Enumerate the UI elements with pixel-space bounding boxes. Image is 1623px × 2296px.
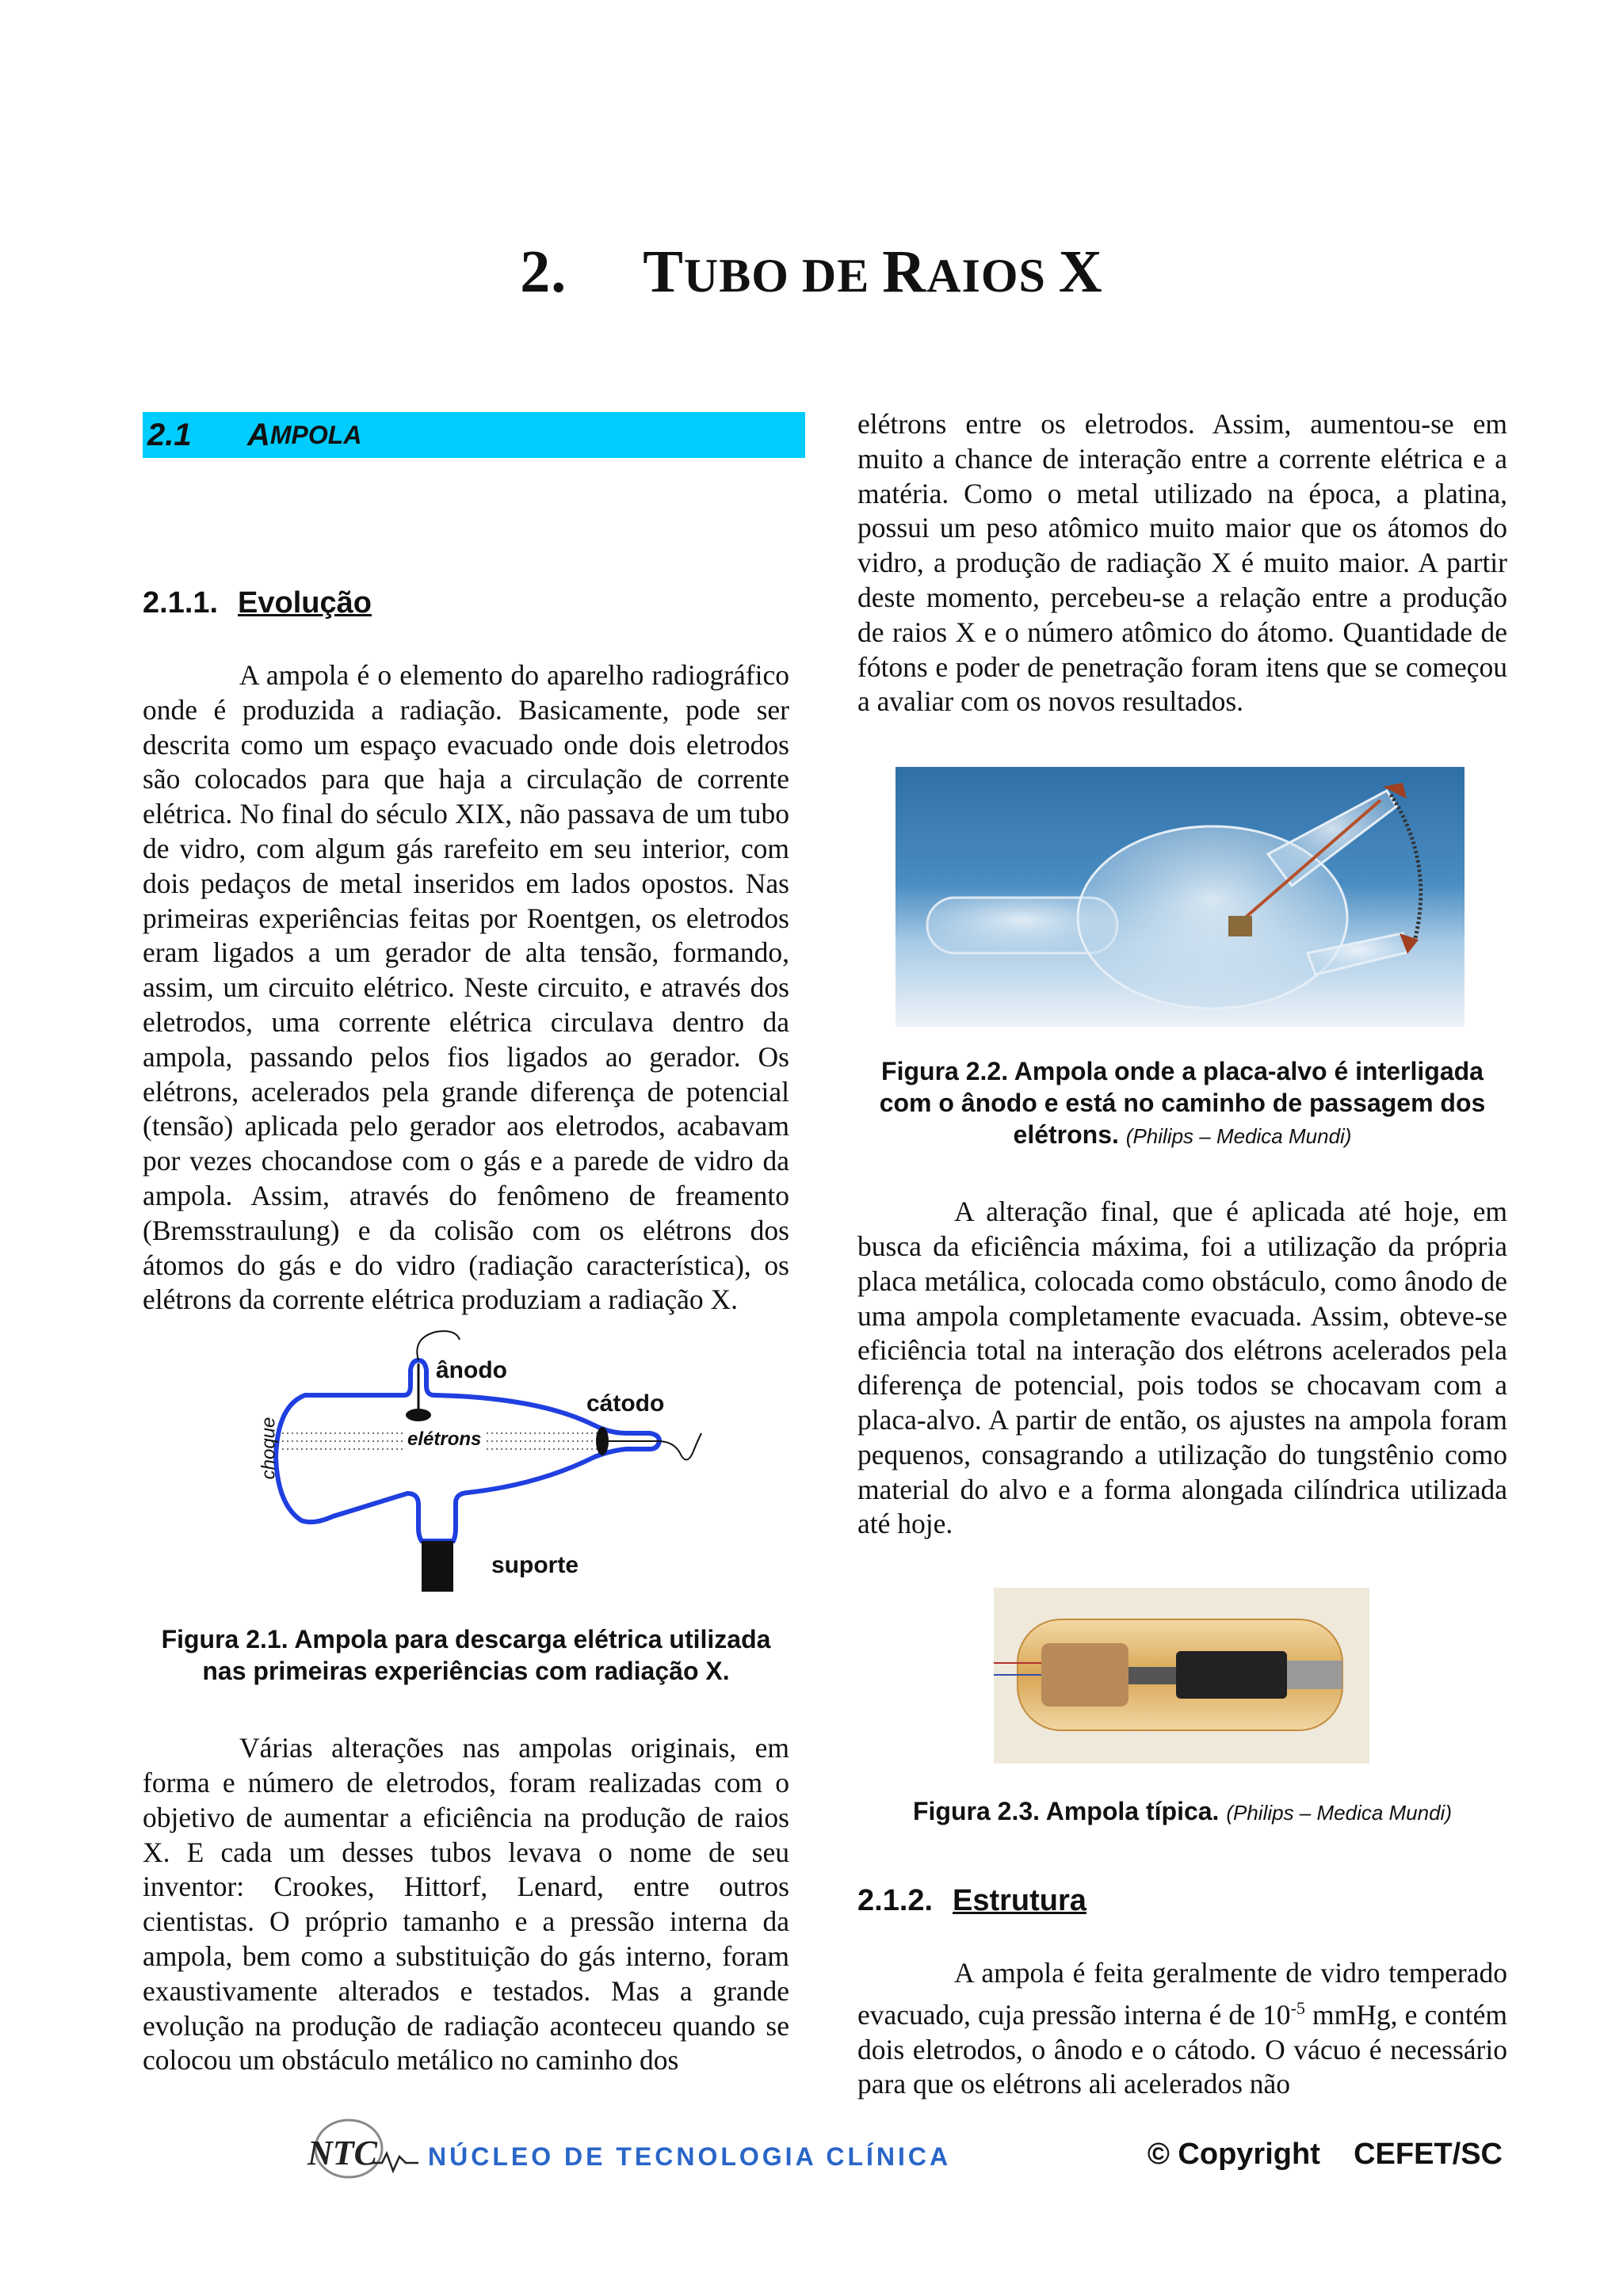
logo-letters: NTC	[307, 2134, 377, 2172]
left-column	[143, 412, 789, 2078]
figure-2-2-photo	[896, 767, 1465, 1027]
paragraph-text: A ampola é feita geralmente de vidro temperado evacuado, cuja pressão interna é de 10	[857, 1957, 1507, 2031]
chapter-number: 2.	[520, 238, 567, 305]
ntc-logo-icon	[293, 2115, 420, 2187]
chapter-title	[0, 238, 1623, 307]
chapter-title-part: T	[643, 238, 684, 305]
diagram-label-electrons: elétrons	[404, 1428, 484, 1451]
paragraph: elétrons entre os eletrodos. Assim, aumentou-se em muito a chance de interação entre a corrente elétrica e a matéria. Como o metal utilizado na época, a platina, possui um peso atômico muito maior que os átomos do vidro, a produção de radiação X é muito maior. A partir deste momento, percebeu-se a relação entre a produção de raios X e o número atômico do átomo. Quantidade de fótons e poder de penetração foram itens que se começou a avaliar com os novos resultados.	[857, 408, 1507, 718]
page-footer	[0, 2131, 1623, 2210]
section-number: 2.1	[147, 417, 192, 452]
chapter-title-part: R	[882, 238, 927, 305]
target-plate	[1228, 916, 1252, 936]
paragraph: A alteração final, que é aplicada até hoje, em busca da eficiência máxima, foi a utilização da própria placa metálica, colocada como obstáculo, como ânodo de uma ampola completamente evacuada. Assim, obteve-se eficiência total na interação dos elétrons acelerados pela diferença de potencial, pois todos se chocavam com a placa-alvo. A partir de então, os ajustes na ampola foram pequenos, consagrando a utilização do tungstênio como material do alvo e a forma alongada cilíndrica utilizada até hoje.	[857, 1196, 1507, 1540]
subsection-number: 2.1.1.	[143, 586, 219, 620]
cathode-cup	[596, 1427, 609, 1455]
figure-2-3-photo	[994, 1588, 1369, 1764]
diagram-label-impact: choque	[258, 1417, 280, 1480]
anode-disc	[406, 1409, 431, 1421]
chapter-title-part: UBO DE	[683, 250, 883, 302]
focus-gap	[1128, 1667, 1176, 1684]
paragraph-text: mmHg, e contém dois eletrodos, o ânodo e o cátodo. O vácuo é necessário para que os elétrons ali acelerados não	[857, 1998, 1507, 2100]
section-heading	[143, 412, 805, 458]
anode-rotor	[1176, 1651, 1287, 1699]
subsection-title: Evolução	[238, 586, 372, 620]
paragraph: Várias alterações nas ampolas originais, em forma e número de eletrodos, foram realizadas com o objetivo de aumentar a eficiência na produção de raios X. E cada um desses tubos levava o nome de seu inventor: Crookes, Hittorf, Lenard, entre outros cientistas. O próprio tamanho e a pressão interna da ampola, bem como a substituição do gás interno, foram exaustivamente alterados e testados. Mas a grande evolução na produção de radiação aconteceu quando se colocou um obstáculo metálico no caminho dos	[143, 1732, 789, 2077]
subsection-title: Estrutura	[953, 1884, 1086, 1918]
x-ray-tube-illustration	[994, 1588, 1369, 1764]
figure-2-2-caption	[857, 1055, 1507, 1152]
figure-2-3-caption	[857, 1795, 1507, 1829]
anode-wire	[417, 1331, 460, 1360]
subsection-heading	[143, 586, 789, 620]
diagram-label-cathode: cátodo	[586, 1390, 665, 1417]
chapter-title-part: X	[1058, 238, 1103, 305]
paragraph	[857, 1956, 1507, 2102]
crookes-tube-illustration	[896, 767, 1465, 1027]
cathode-assembly	[1041, 1643, 1128, 1707]
subsection-number: 2.1.2.	[857, 1884, 934, 1918]
spring-wire	[1391, 795, 1421, 941]
section-title-part: MPOLA	[269, 420, 362, 449]
figure-2-2-label: Figura 2.2. Ampola onde a placa-alvo é interligada com o ânodo e está no caminho de passagem dos elétrons.	[879, 1057, 1486, 1150]
exponent: -5	[1290, 1997, 1305, 2018]
figure-2-1-caption: Figura 2.1. Ampola para descarga elétrica utilizada nas primeiras experiências com radiação X.	[161, 1625, 771, 1686]
chapter-title-part: AIOS	[926, 250, 1059, 302]
paragraph: A ampola é o elemento do aparelho radiográfico onde é produzida a radiação. Basicamente, pode ser descrita como um espaço evacuado onde dois eletrodos são colocados para que haja a circulação de corrente elétrica. No final do século XIX, não passava de um tubo de vidro, com algum gás rarefeito em seu interior, com dois pedaços de metal inseridos em lados opostos. Nas primeiras experiências feitas por Roentgen, os eletrodos eram ligados a um gerador de alta tensão, formando, assim, um circuito elétrico. Neste circuito, e através dos eletrodos, uma corrente elétrica circulava dentro da ampola, passando pelos fios ligados ao gerador. Os elétrons, acelerados pela grande diferença de potencial (tensão) aplicada pelo gerador aos eletrodos, acabavam por vezes chocandose com o gás e a parede de vidro da ampola. Assim, através do fenômeno de freamento (Bremsstraulung) e da colisão com os elétrons dos átomos do gás e do vidro (radiação característica), os elétrons da corrente elétrica produziam a radiação X.	[143, 659, 789, 1316]
subsection-heading	[857, 1884, 1507, 1918]
figure-2-2-source: (Philips – Medica Mundi)	[1125, 1124, 1352, 1149]
cathode-wire	[658, 1433, 701, 1460]
figure-2-1-diagram	[143, 1322, 789, 1592]
figure-2-3-label: Figura 2.3. Ampola típica.	[912, 1797, 1220, 1826]
diagram-label-anode: ânodo	[436, 1357, 507, 1384]
section-title-part: A	[247, 417, 270, 452]
right-column	[857, 408, 1507, 2102]
diagram-label-support: suporte	[491, 1552, 579, 1579]
support-block	[422, 1541, 453, 1592]
footer-organization: NÚCLEO DE TECNOLOGIA CLÍNICA	[428, 2142, 952, 2171]
footer-copyright: © Copyright CEFET/SC	[1147, 2138, 1503, 2171]
anode-stem	[1287, 1661, 1342, 1689]
figure-2-3-source: (Philips – Medica Mundi)	[1226, 1801, 1452, 1825]
